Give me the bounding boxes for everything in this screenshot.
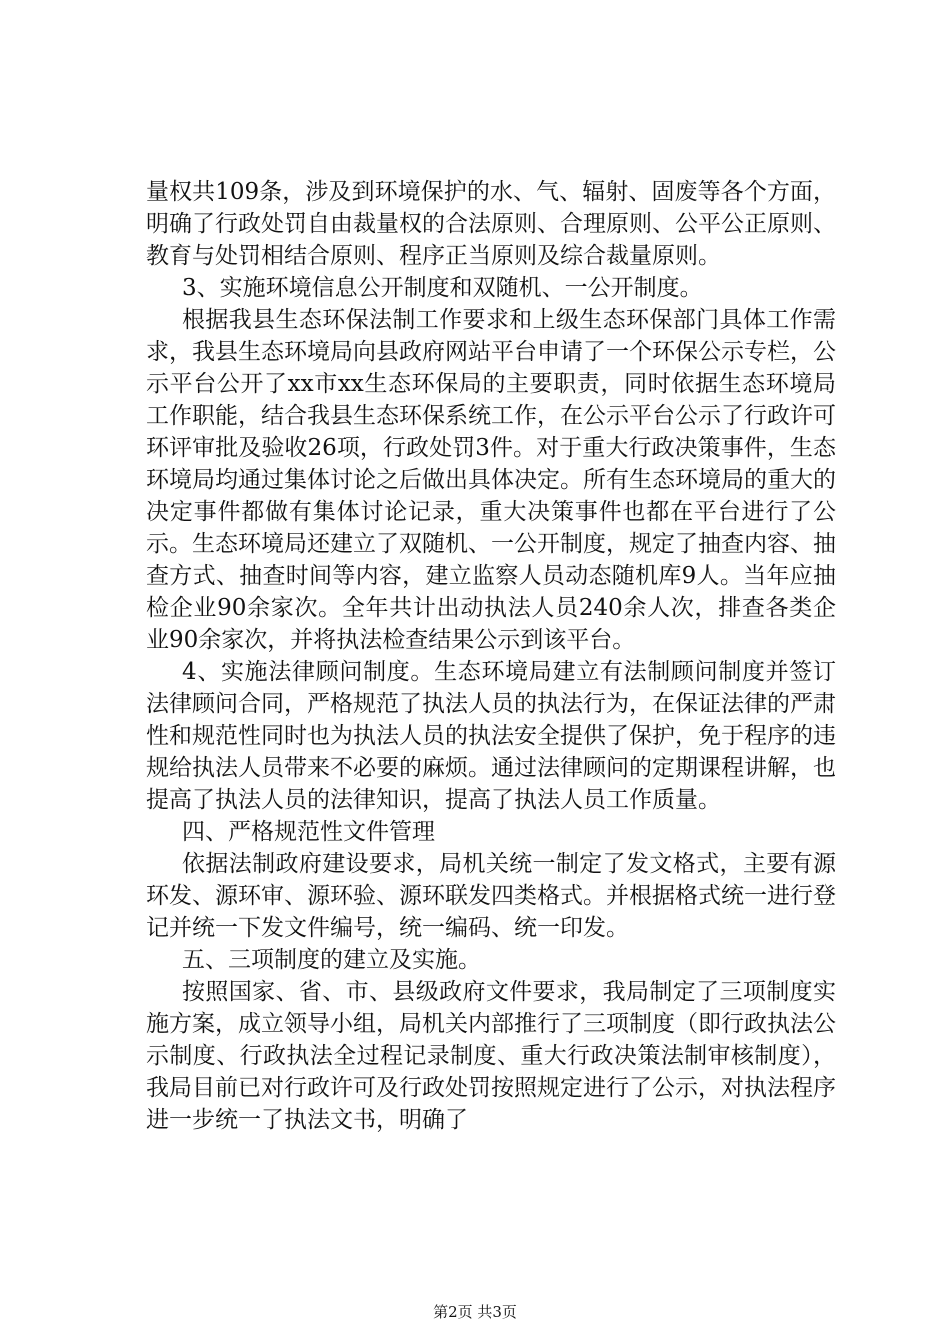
page-footer: 第2页 共3页 <box>433 1303 517 1321</box>
section-heading: 五、三项制度的建立及实施。 <box>182 947 481 973</box>
paragraph: 4、实施法律顾问制度。生态环境局建立有法制顾问制度并签订法律顾问合同，严格规范了执法人员的执法行为，在保证法律的严肃性和规范性同时也为执法人员的执法安全提供了保护，免于程序的违规给执法人员带来不必要的麻烦。通过法律顾问的定期课程讲解，也提高了执法人员的法律知识，提高了执法人员工作质量。 <box>146 659 836 813</box>
paragraph: 3、实施环境信息公开制度和双随机、一公开制度。 <box>182 275 703 301</box>
paragraph: 按照国家、省、市、县级政府文件要求，我局制定了三项制度实施方案，成立领导小组，局机关内部推行了三项制度（即行政执法公示制度、行政执法全过程记录制度、重大行政决策法制审核制度），我局目前已对行政许可及行政处罚按照规定进行了公示，对执法程序进一步统一了执法文书，明确了 <box>146 979 836 1133</box>
paragraph: 量权共109条，涉及到环境保护的水、气、辐射、固废等各个方面，明确了行政处罚自由裁量权的合法原则、合理原则、公平公正原则、教育与处罚相结合原则、程序正当原则及综合裁量原则。 <box>146 179 836 269</box>
paragraph: 依据法制政府建设要求，局机关统一制定了发文格式，主要有源环发、源环审、源环验、源环联发四类格式。并根据格式统一进行登记并统一下发文件编号，统一编码、统一印发。 <box>146 851 836 941</box>
document-body <box>146 176 836 1136</box>
section-heading: 四、严格规范性文件管理 <box>182 819 435 845</box>
paragraph: 根据我县生态环保法制工作要求和上级生态环保部门具体工作需求，我县生态环境局向县政府网站平台申请了一个环保公示专栏，公示平台公开了xx市xx生态环保局的主要职责，同时依据生态环境局工作职能，结合我县生态环保系统工作，在公示平台公示了行政许可环评审批及验收26项，行政处罚3件。对于重大行政决策事件，生态环境局均通过集体讨论之后做出具体决定。所有生态环境局的重大的决定事件都做有集体讨论记录，重大决策事件也都在平台进行了公示。生态环境局还建立了双随机、一公开制度，规定了抽查内容、抽查方式、抽查时间等内容，建立监察人员动态随机库9人。当年应抽检企业90余家次。全年共计出动执法人员240余人次，排查各类企业90余家次，并将执法检查结果公示到该平台。 <box>146 307 836 653</box>
